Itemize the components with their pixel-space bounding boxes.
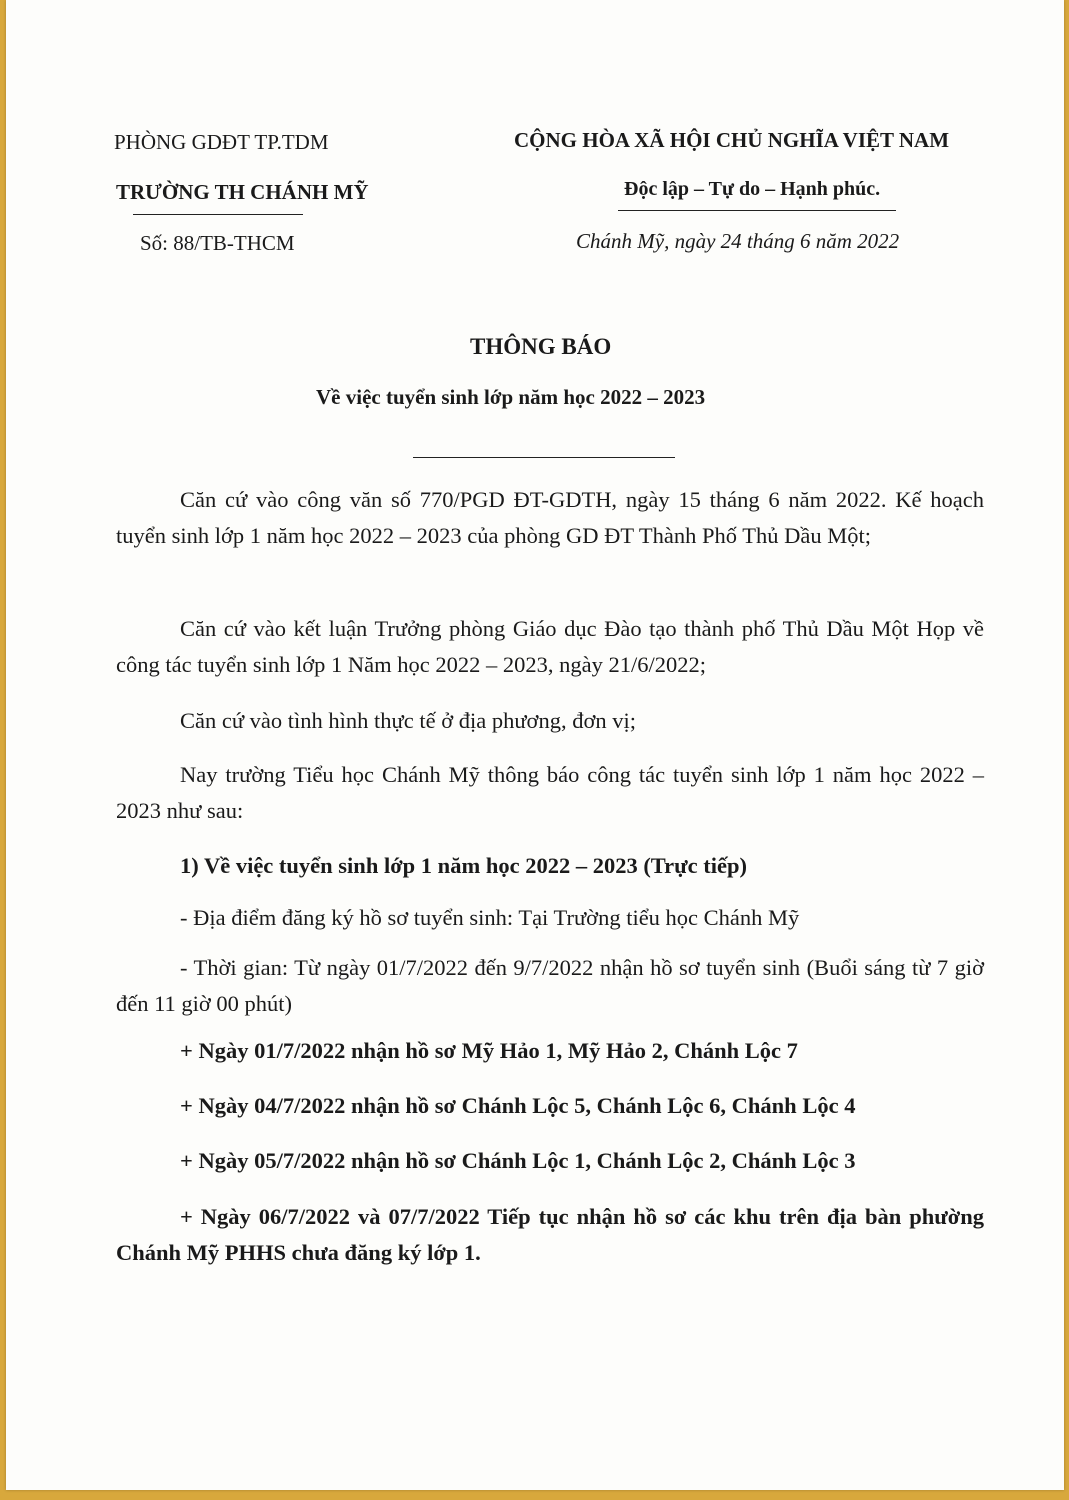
title-divider [413, 457, 675, 458]
national-title: CỘNG HÒA XÃ HỘI CHỦ NGHĨA VIỆT NAM [514, 128, 950, 152]
paragraph-announcement: Nay trường Tiểu học Chánh Mỹ thông báo công tác tuyển sinh lớp 1 năm học 2022 – 2023 như sau: [116, 762, 984, 823]
registration-location: - Địa điểm đăng ký hồ sơ tuyển sinh: Tại Trường tiểu học Chánh Mỹ [180, 905, 800, 930]
paragraph-legal-basis-3: Căn cứ vào tình hình thực tế ở địa phương, đơn vị; [180, 708, 636, 733]
document-title: THÔNG BÁO [470, 334, 612, 359]
school-name-underline [133, 214, 303, 215]
paragraph-legal-basis-2: Căn cứ vào kết luận Trưởng phòng Giáo dục Đào tạo thành phố Thủ Dầu Một Họp về công tác tuyển sinh lớp 1 Năm học 2022 – 2023, ngày 21/6/2022; [116, 616, 984, 677]
schedule-item: + Ngày 06/7/2022 và 07/7/2022 Tiếp tục nhận hồ sơ các khu trên địa bàn phường Chánh Mỹ PHHS chưa đăng ký lớp 1. [116, 1204, 984, 1265]
schedule-item: + Ngày 05/7/2022 nhận hồ sơ Chánh Lộc 1, Chánh Lộc 2, Chánh Lộc 3 [180, 1148, 856, 1173]
issuing-department: PHÒNG GDĐT TP.TDM [114, 130, 329, 154]
issue-date: Chánh Mỹ, ngày 24 tháng 6 năm 2022 [576, 229, 900, 253]
motto-underline [618, 210, 896, 211]
document-page [6, 0, 1064, 1490]
paragraph-legal-basis-1: Căn cứ vào công văn số 770/PGD ĐT-GDTH, ngày 15 tháng 6 năm 2022. Kế hoạch tuyển sinh lớp 1 năm học 2022 – 2023 của phòng GD ĐT Thành Phố Thủ Dầu Một; [116, 487, 984, 548]
school-name: TRƯỜNG TH CHÁNH MỸ [116, 180, 369, 204]
schedule-item: + Ngày 04/7/2022 nhận hồ sơ Chánh Lộc 5, Chánh Lộc 6, Chánh Lộc 4 [180, 1093, 856, 1118]
document-number: Số: 88/TB-THCM [140, 231, 295, 255]
schedule-item: + Ngày 01/7/2022 nhận hồ sơ Mỹ Hảo 1, Mỹ Hảo 2, Chánh Lộc 7 [180, 1038, 798, 1063]
registration-time: - Thời gian: Từ ngày 01/7/2022 đến 9/7/2022 nhận hồ sơ tuyển sinh (Buổi sáng từ 7 giờ đến 11 giờ 00 phút) [116, 955, 984, 1016]
document-subtitle: Về việc tuyển sinh lớp năm học 2022 – 2023 [316, 385, 706, 409]
section-1-heading: 1) Về việc tuyển sinh lớp 1 năm học 2022 – 2023 (Trực tiếp) [180, 853, 747, 878]
national-motto: Độc lập – Tự do – Hạnh phúc. [624, 178, 881, 200]
